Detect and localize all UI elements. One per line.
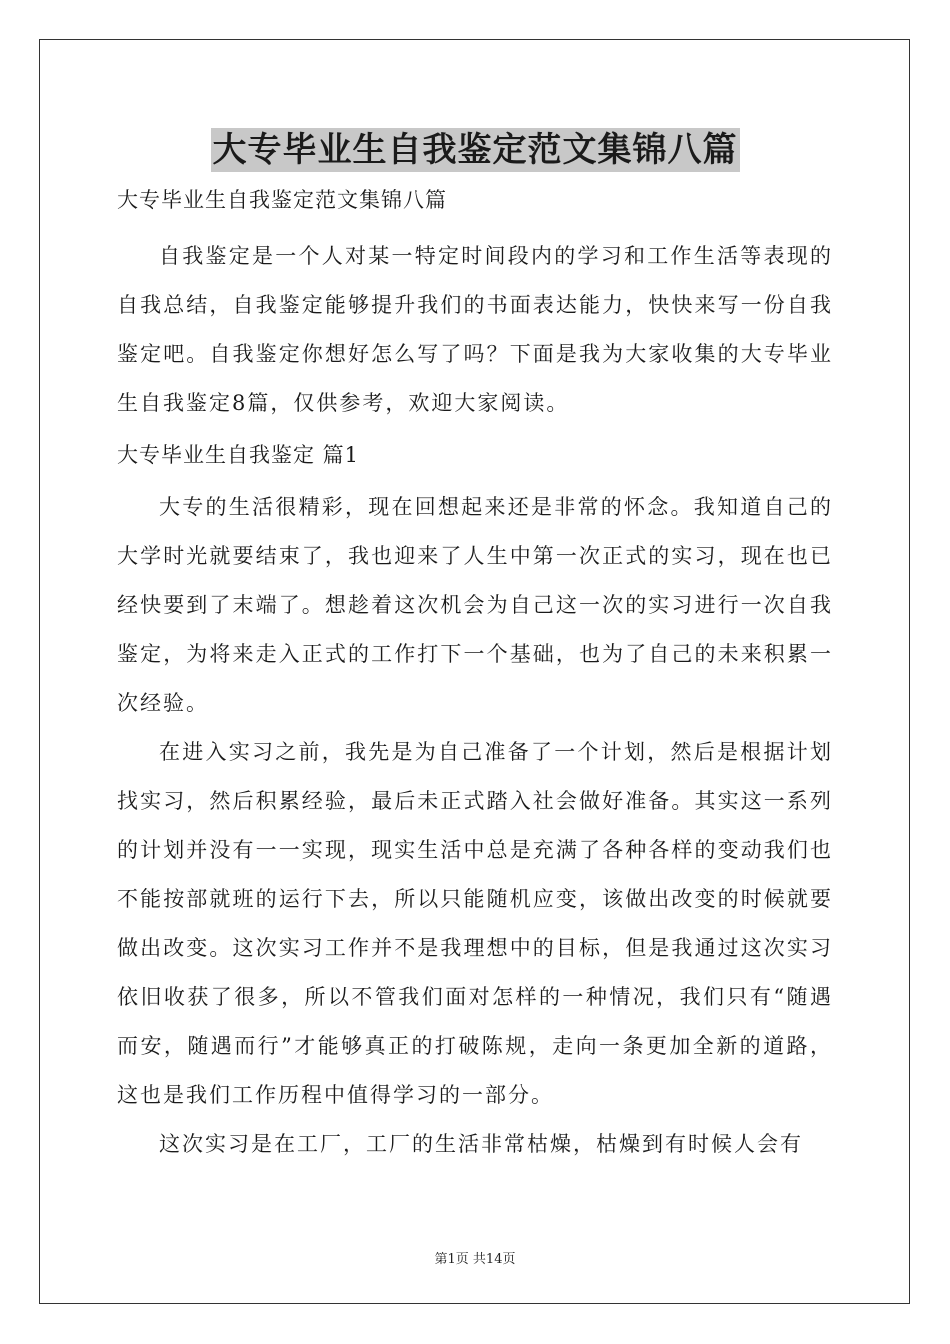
body-paragraph: 大专的生活很精彩，现在回想起来还是非常的怀念。我知道自己的大学时光就要结束了，我也迎来了人生中第一次正式的实习，现在也已经快要到了末端了。想趁着这次机会为自己这一次的实习进行一次自我鉴定，为将来走入正式的工作打下一个基础，也为了自己的未来积累一次经验。 [117, 495, 833, 715]
document-title: 大专毕业生自我鉴定范文集锦八篇 [212, 130, 738, 170]
document-body [117, 180, 833, 1169]
document-subtitle: 大专毕业生自我鉴定范文集锦八篇 [117, 188, 447, 212]
body-paragraph: 在进入实习之前，我先是为自己准备了一个计划，然后是根据计划找实习，然后积累经验，最后未正式踏入社会做好准备。其实这一系列的计划并没有一一实现，现实生活中总是充满了各种各样的变动我们也不能按部就班的运行下去，所以只能随机应变，该做出改变的时候就要做出改变。这次实习工作并不是我理想中的目标，但是我通过这次实习依旧收获了很多，所以不管我们面对怎样的一种情况，我们只有“随遇而安，随遇而行”才能够真正的打破陈规，走向一条更加全新的道路，这也是我们工作历程中值得学习的一部分。 [117, 740, 833, 1107]
body-paragraph: 这次实习是在工厂，工厂的生活非常枯燥，枯燥到有时候人会有 [159, 1132, 803, 1156]
intro-paragraph: 自我鉴定是一个人对某一特定时间段内的学习和工作生活等表现的自我总结，自我鉴定能够提升我们的书面表达能力，快快来写一份自我鉴定吧。自我鉴定你想好怎么写了吗？下面是我为大家收集的大专毕业生自我鉴定8篇，仅供参考，欢迎大家阅读。 [117, 244, 833, 415]
section-heading: 大专毕业生自我鉴定 篇1 [117, 443, 360, 467]
page-number: 第1页 共14页 [434, 1252, 516, 1267]
document-title-block [0, 128, 950, 172]
